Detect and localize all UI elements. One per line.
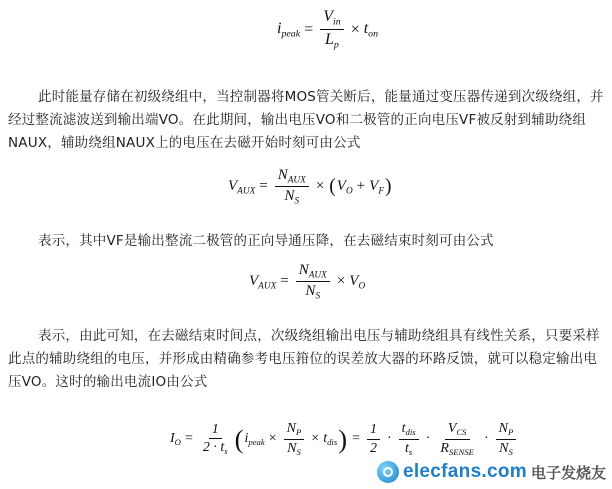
equation-aux-voltage-end: $V_{AUX}$ = $\frac{N_{AUX}}{N_S}$ × $V_O$ [249, 262, 366, 302]
paragraph-3: 表示，由此可知，在去磁结束时间点，次级绕组输出电压与辅助绕组具有线性关系，只要采样此点的辅助绕组的电压，并形成由精确参考电压箝位的误差放大器的环路反馈，就可以稳定输出电压VO。这时的输出电流IO由公式 [8, 328, 600, 390]
paragraph-2: 表示，其中VF是输出整流二极管的正向导通压降，在去磁结束时刻可由公式 [38, 233, 494, 249]
equation-output-current: $I_O$ = $\frac{1}{2 \cdot t_s}$ ( $i_{peak}$ × $\frac{N_P}{N_S}$ × $t_{dis}$ ) = $\frac{1}{2}$ · $\frac{t_{dis}}{t_s}$ · $\frac{V_{CS}}{R_{SENSE}}$ · $\frac{N_P}{N_S}$ [170, 421, 519, 457]
watermark-cn: 电子发烧友 [530, 463, 606, 482]
eq-fraction: $\frac{V_{in}}{L_p}$ [320, 8, 344, 52]
paragraph-1: 此时能量存储在初级绕组中，当控制器将MOS管关断后，能量通过变压器传递到次级绕组，并经过整流滤波送到输出端VO。在此期间，输出电压VO和二极管的正向电压VF被反射到辅助绕组NAUX，辅助绕组NAUX上的电压在去磁开始时刻可由公式 [8, 89, 604, 151]
elecfans-logo-icon [377, 461, 399, 483]
eq-lhs: $i_{peak}$ [277, 20, 301, 40]
watermark [377, 461, 606, 483]
equation-aux-voltage-start: $V_{AUX}$ = $\frac{N_{AUX}}{N_S}$ × ( $V_O$ + $V_F$ ) [228, 167, 392, 207]
equation-peak-current: $i_{peak}$ = $\frac{V_{in}}{L_p}$ × $t_{on}$ [277, 8, 379, 51]
watermark-site: elecfans.com [402, 461, 527, 482]
